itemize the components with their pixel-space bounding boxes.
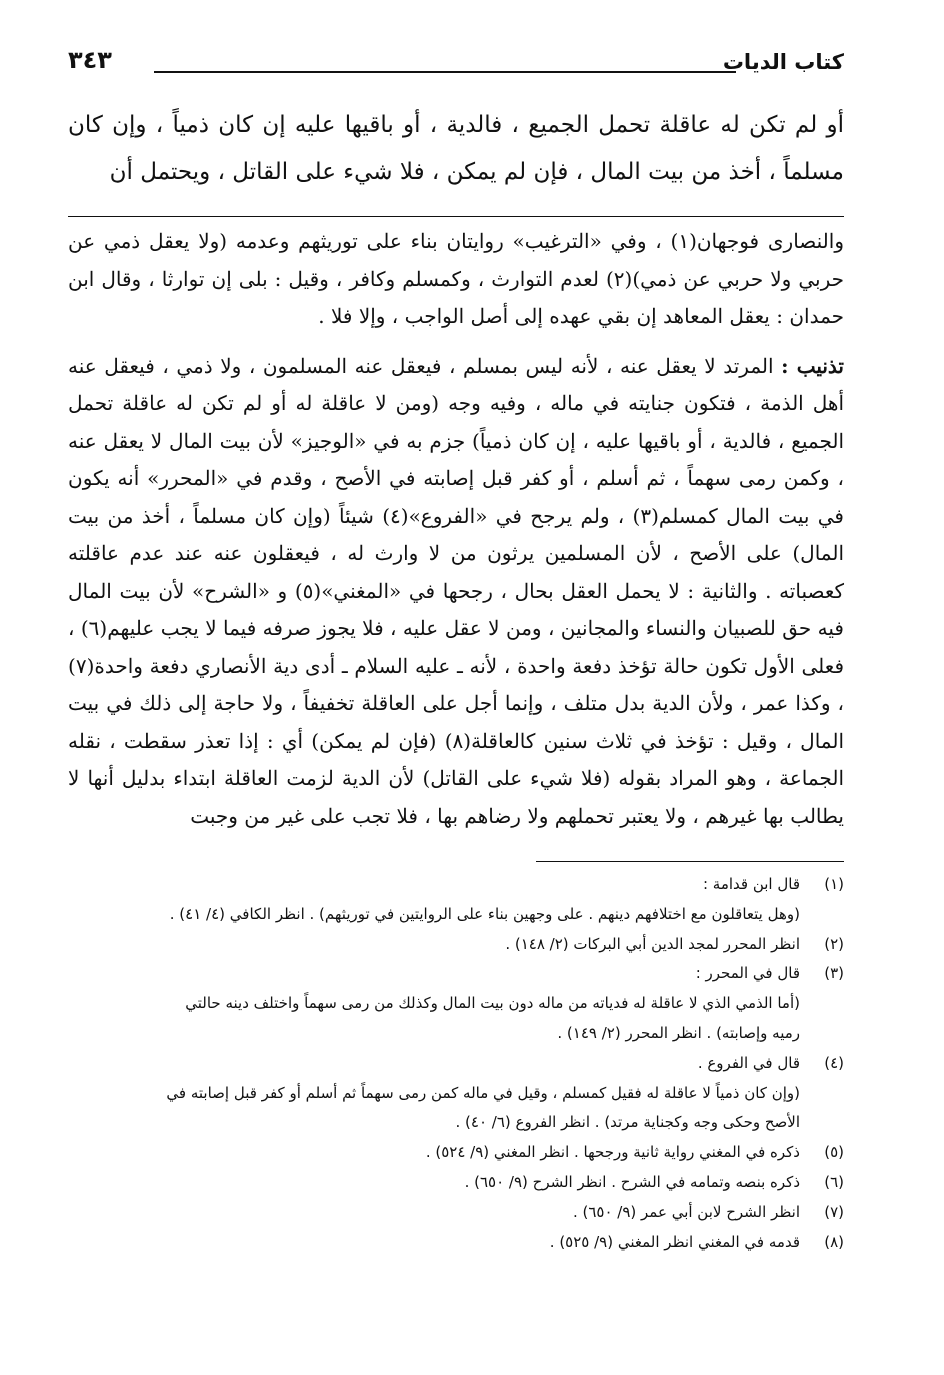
footnote-line: انظر الشرح لابن أبي عمر (٩/ ٦٥٠) .	[572, 1202, 800, 1221]
footnote-number: (٦)	[824, 1172, 844, 1191]
running-header	[68, 44, 844, 82]
book-page	[68, 44, 844, 1257]
footnote	[68, 870, 844, 930]
footnote-line: (أما الذمي الذي لا عاقلة له فدياته من ماله دون بيت المال وكذلك من رمى سهماً واختلف دينه حالتي	[185, 994, 800, 1013]
footnotes	[68, 870, 844, 1257]
footnote	[68, 930, 844, 960]
footnote-line: انظر المحرر لمجد الدين أبي البركات (٢/ ١٤٨) .	[505, 934, 800, 953]
footnote	[68, 1049, 844, 1138]
footnote	[68, 1138, 844, 1168]
footnote-line: قال ابن قدامة :	[702, 875, 800, 893]
footnote-line: (وهل يتعاقلون مع اختلافهم دينهم . على وجهين بناء على الروايتين في توريثهم) . انظر الكافي (٤/ ٤١) .	[169, 904, 800, 923]
commentary-paragraph-1: والنصارى فوجهان(١) ، وفي «الترغيب» روايتان بناء على توريثهم وعدمه (ولا يعقل ذمي عن حربي ولا حربي عن ذمي)(٢) لعدم التوارث ، وكمسلم وكافر ، وقيل : بلى إن توارثا ، وقال ابن حمدان : يعقل المعاهد إن بقي عهده إلى أصل الواجب ، وإلا فلا .	[68, 229, 844, 328]
text-divider	[68, 216, 844, 217]
footnote-line: ذكره بنصه وتمامه في الشرح . انظر الشرح (٩/ ٦٥٠) .	[464, 1172, 800, 1191]
footnote	[68, 1228, 844, 1258]
footnote-number: (١)	[824, 875, 844, 893]
footnote-line: قال في المحرر :	[695, 964, 800, 983]
footnote	[68, 1168, 844, 1198]
footnote	[68, 1198, 844, 1228]
footnote-line: قال في الفروع .	[697, 1053, 800, 1072]
footnote-number: (٧)	[824, 1202, 844, 1221]
page-number: ٣٤٣	[68, 46, 112, 74]
footnote-number: (٨)	[824, 1232, 844, 1251]
footnote-number: (٣)	[824, 964, 844, 983]
footnote-line: رميه وإصابته) . انظر المحرر (٢/ ١٤٩) .	[557, 1023, 800, 1042]
footnote-line: ذكره في المغني رواية ثانية ورجحها . انظر المغني (٩/ ٥٢٤) .	[425, 1143, 800, 1162]
main-text: أو لم تكن له عاقلة تحمل الجميع ، فالدية ، أو باقيها عليه إن كان ذمياً ، وإن كان مسلماً ، أخذ من بيت المال ، فإن لم يمكن ، فلا شيء على القاتل ، ويحتمل أن	[68, 112, 844, 185]
footnote-line: قدمه في المغني انظر المغني (٩/ ٥٢٥) .	[549, 1232, 800, 1251]
footnote-line: (وإن كان ذمياً لا عاقلة له فقيل كمسلم ، وقيل في ماله كمن رمى سهماً ثم أسلم أو كفر قبل إصابته في	[166, 1083, 800, 1102]
footnote-line: الأصح وحكى وجه وكجناية مرتد) . انظر الفروع (٦/ ٤٠) .	[455, 1113, 800, 1132]
footnote-number: (٢)	[824, 934, 844, 953]
header-rule	[154, 71, 736, 73]
footnote-number: (٥)	[824, 1143, 844, 1162]
commentary-paragraph-2	[68, 348, 844, 836]
footnote-number: (٤)	[824, 1053, 844, 1072]
tadhnib-label: تذنيب :	[781, 353, 844, 378]
chapter-title: كتاب الديات	[722, 50, 844, 74]
footnote-divider	[536, 861, 844, 862]
footnote	[68, 959, 844, 1048]
commentary-paragraph-2-text: المرتد لا يعقل عنه ، لأنه ليس بمسلم ، فيعقل عنه المسلمون ، ولا ذمي ، فيعقل عنه أهل الذمة ، فتكون جنايته في ماله ، وفيه وجه (ومن لا عاقلة له أو لم تكن له عاقلة تحمل الجميع ، فالدية ، أو باقيها عليه ، إن كان ذمياً) جزم به في «الوجيز» لأن بيت المال لا يعقل عنه ، وكمن رمى سهماً ، ثم أسلم ، أو كفر قبل إصابته في الأصح ، وقدم في «المحرر» أنه يكون في بيت المال كمسلم(٣) ، ولم يرجح في «الفروع»(٤) شيئاً (وإن كان مسلماً ، أخذ من بيت المال) على الأصح ، لأن المسلمين يرثون من لا وارث له ، فيعقلون عنه عند عدم عاقلته كعصباته . والثانية : لا يحمل العقل بحال ، رجحها في «المغني»(٥) و «الشرح» لأن بيت المال فيه حق للصبيان والنساء والمجانين ، ومن لا عقل عليه ، فلا يجوز صرفه فيما لا يجب عليهم(٦) ، فعلى الأول تكون حالة تؤخذ دفعة واحدة ، لأنه ـ عليه السلام ـ أدى دية الأنصاري دفعة واحدة(٧) ، وكذا عمر ، ولأن الدية بدل متلف ، وإنما أجل على العاقلة تخفيفاً ، ولا حاجة إلى ذلك في بيت المال ، وقيل : تؤخذ في ثلاث سنين كالعاقلة(٨) (فإن لم يمكن) أي : إذا تعذر سقطت ، نقله الجماعة ، وهو المراد بقوله (فلا شيء على القاتل) لأن الدية لزمت العاقلة ابتداء بدليل أنها لا يطالب بها غيرهم ، ولا يعتبر تحملهم ولا رضاهم بها ، فلا تجب على غير من وجبت	[68, 353, 844, 828]
